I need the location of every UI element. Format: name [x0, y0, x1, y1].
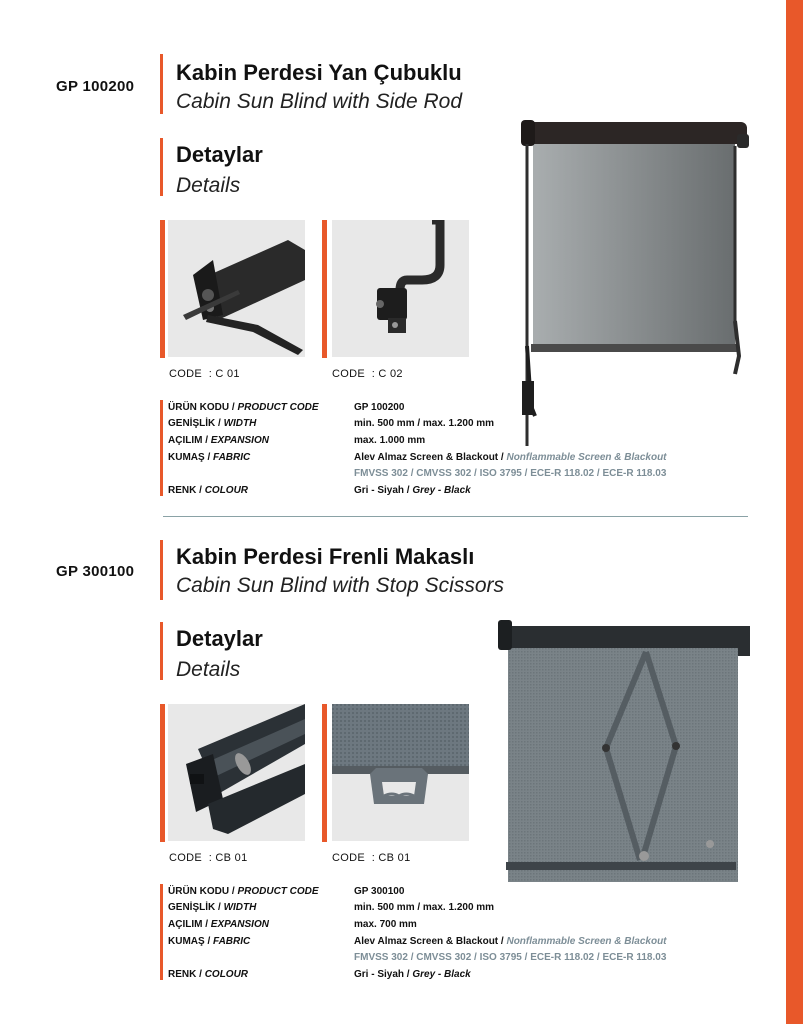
detail-image-cb01-roller — [168, 704, 305, 841]
product-image-stop-scissors-blind — [494, 618, 752, 888]
spec-value-fabric-standards: FMVSS 302 / CMVSS 302 / ISO 3795 / ECE-R 118.02 / ECE-R 118.03 — [354, 952, 667, 963]
product-title-tr: Kabin Perdesi Yan Çubuklu — [176, 60, 462, 85]
spec-label-width: GENİŞLİK / WIDTH — [168, 418, 257, 429]
spec-label-width: GENİŞLİK / WIDTH — [168, 902, 257, 913]
details-heading-tr: Detaylar — [176, 626, 263, 651]
spec-label-fabric: KUMAŞ / FABRIC — [168, 452, 251, 463]
title-accent-bar — [160, 540, 163, 600]
thumbnail-accent-bar — [322, 704, 327, 842]
detail-image-c02 — [332, 220, 469, 357]
section-divider — [163, 516, 748, 517]
specs-accent-bar — [160, 884, 163, 980]
spec-value-width: min. 500 mm / max. 1.200 mm — [354, 418, 495, 429]
spec-label-product-code: ÜRÜN KODU / PRODUCT CODE — [168, 886, 319, 897]
product-title-tr: Kabin Perdesi Frenli Makaslı — [176, 544, 475, 569]
thumbnail-caption-cb01: CODE : CB 01 — [169, 852, 248, 864]
spec-value-colour: Gri - Siyah / Grey - Black — [354, 969, 471, 980]
spec-value-expansion: max. 700 mm — [354, 919, 417, 930]
spec-value-fabric: Alev Almaz Screen & Blackout / Nonflammable Screen & Blackout — [354, 936, 667, 947]
spec-label-expansion: AÇILIM / EXPANSION — [168, 435, 269, 446]
product-title-en: Cabin Sun Blind with Side Rod — [176, 90, 463, 113]
details-heading-en: Details — [176, 174, 241, 197]
spec-label-colour: RENK / COLOUR — [168, 969, 249, 980]
spec-value-colour: Gri - Siyah / Grey - Black — [354, 485, 471, 496]
specs-accent-bar — [160, 400, 163, 496]
detail-image-c01 — [168, 220, 305, 357]
spec-value-product-code: GP 100200 — [354, 402, 405, 413]
details-accent-bar — [160, 138, 163, 196]
edge-accent-bar — [786, 0, 803, 1024]
product-code: GP 100200 — [56, 78, 135, 95]
spec-label-expansion: AÇILIM / EXPANSION — [168, 919, 269, 930]
product-image-side-rod-blind — [515, 116, 751, 456]
detail-image-cb01-handle — [332, 704, 469, 841]
spec-value-width: min. 500 mm / max. 1.200 mm — [354, 902, 495, 913]
thumbnail-caption-cb01-handle: CODE : CB 01 — [332, 852, 411, 864]
spec-value-product-code: GP 300100 — [354, 886, 405, 897]
thumbnail-caption-c01: CODE : C 01 — [169, 368, 240, 380]
spec-value-fabric: Alev Almaz Screen & Blackout / Nonflammable Screen & Blackout — [354, 452, 667, 463]
spec-value-expansion: max. 1.000 mm — [354, 435, 426, 446]
details-accent-bar — [160, 622, 163, 680]
details-heading-en: Details — [176, 658, 241, 681]
product-code: GP 300100 — [56, 563, 135, 580]
product-title-en: Cabin Sun Blind with Stop Scissors — [176, 574, 504, 597]
details-heading-tr: Detaylar — [176, 142, 263, 167]
thumbnail-caption-c02: CODE : C 02 — [332, 368, 403, 380]
spec-label-colour: RENK / COLOUR — [168, 485, 249, 496]
spec-label-product-code: ÜRÜN KODU / PRODUCT CODE — [168, 402, 319, 413]
spec-label-fabric: KUMAŞ / FABRIC — [168, 936, 251, 947]
thumbnail-accent-bar — [160, 704, 165, 842]
title-accent-bar — [160, 54, 163, 114]
spec-value-fabric-standards: FMVSS 302 / CMVSS 302 / ISO 3795 / ECE-R 118.02 / ECE-R 118.03 — [354, 468, 667, 479]
thumbnail-accent-bar — [322, 220, 327, 358]
thumbnail-accent-bar — [160, 220, 165, 358]
